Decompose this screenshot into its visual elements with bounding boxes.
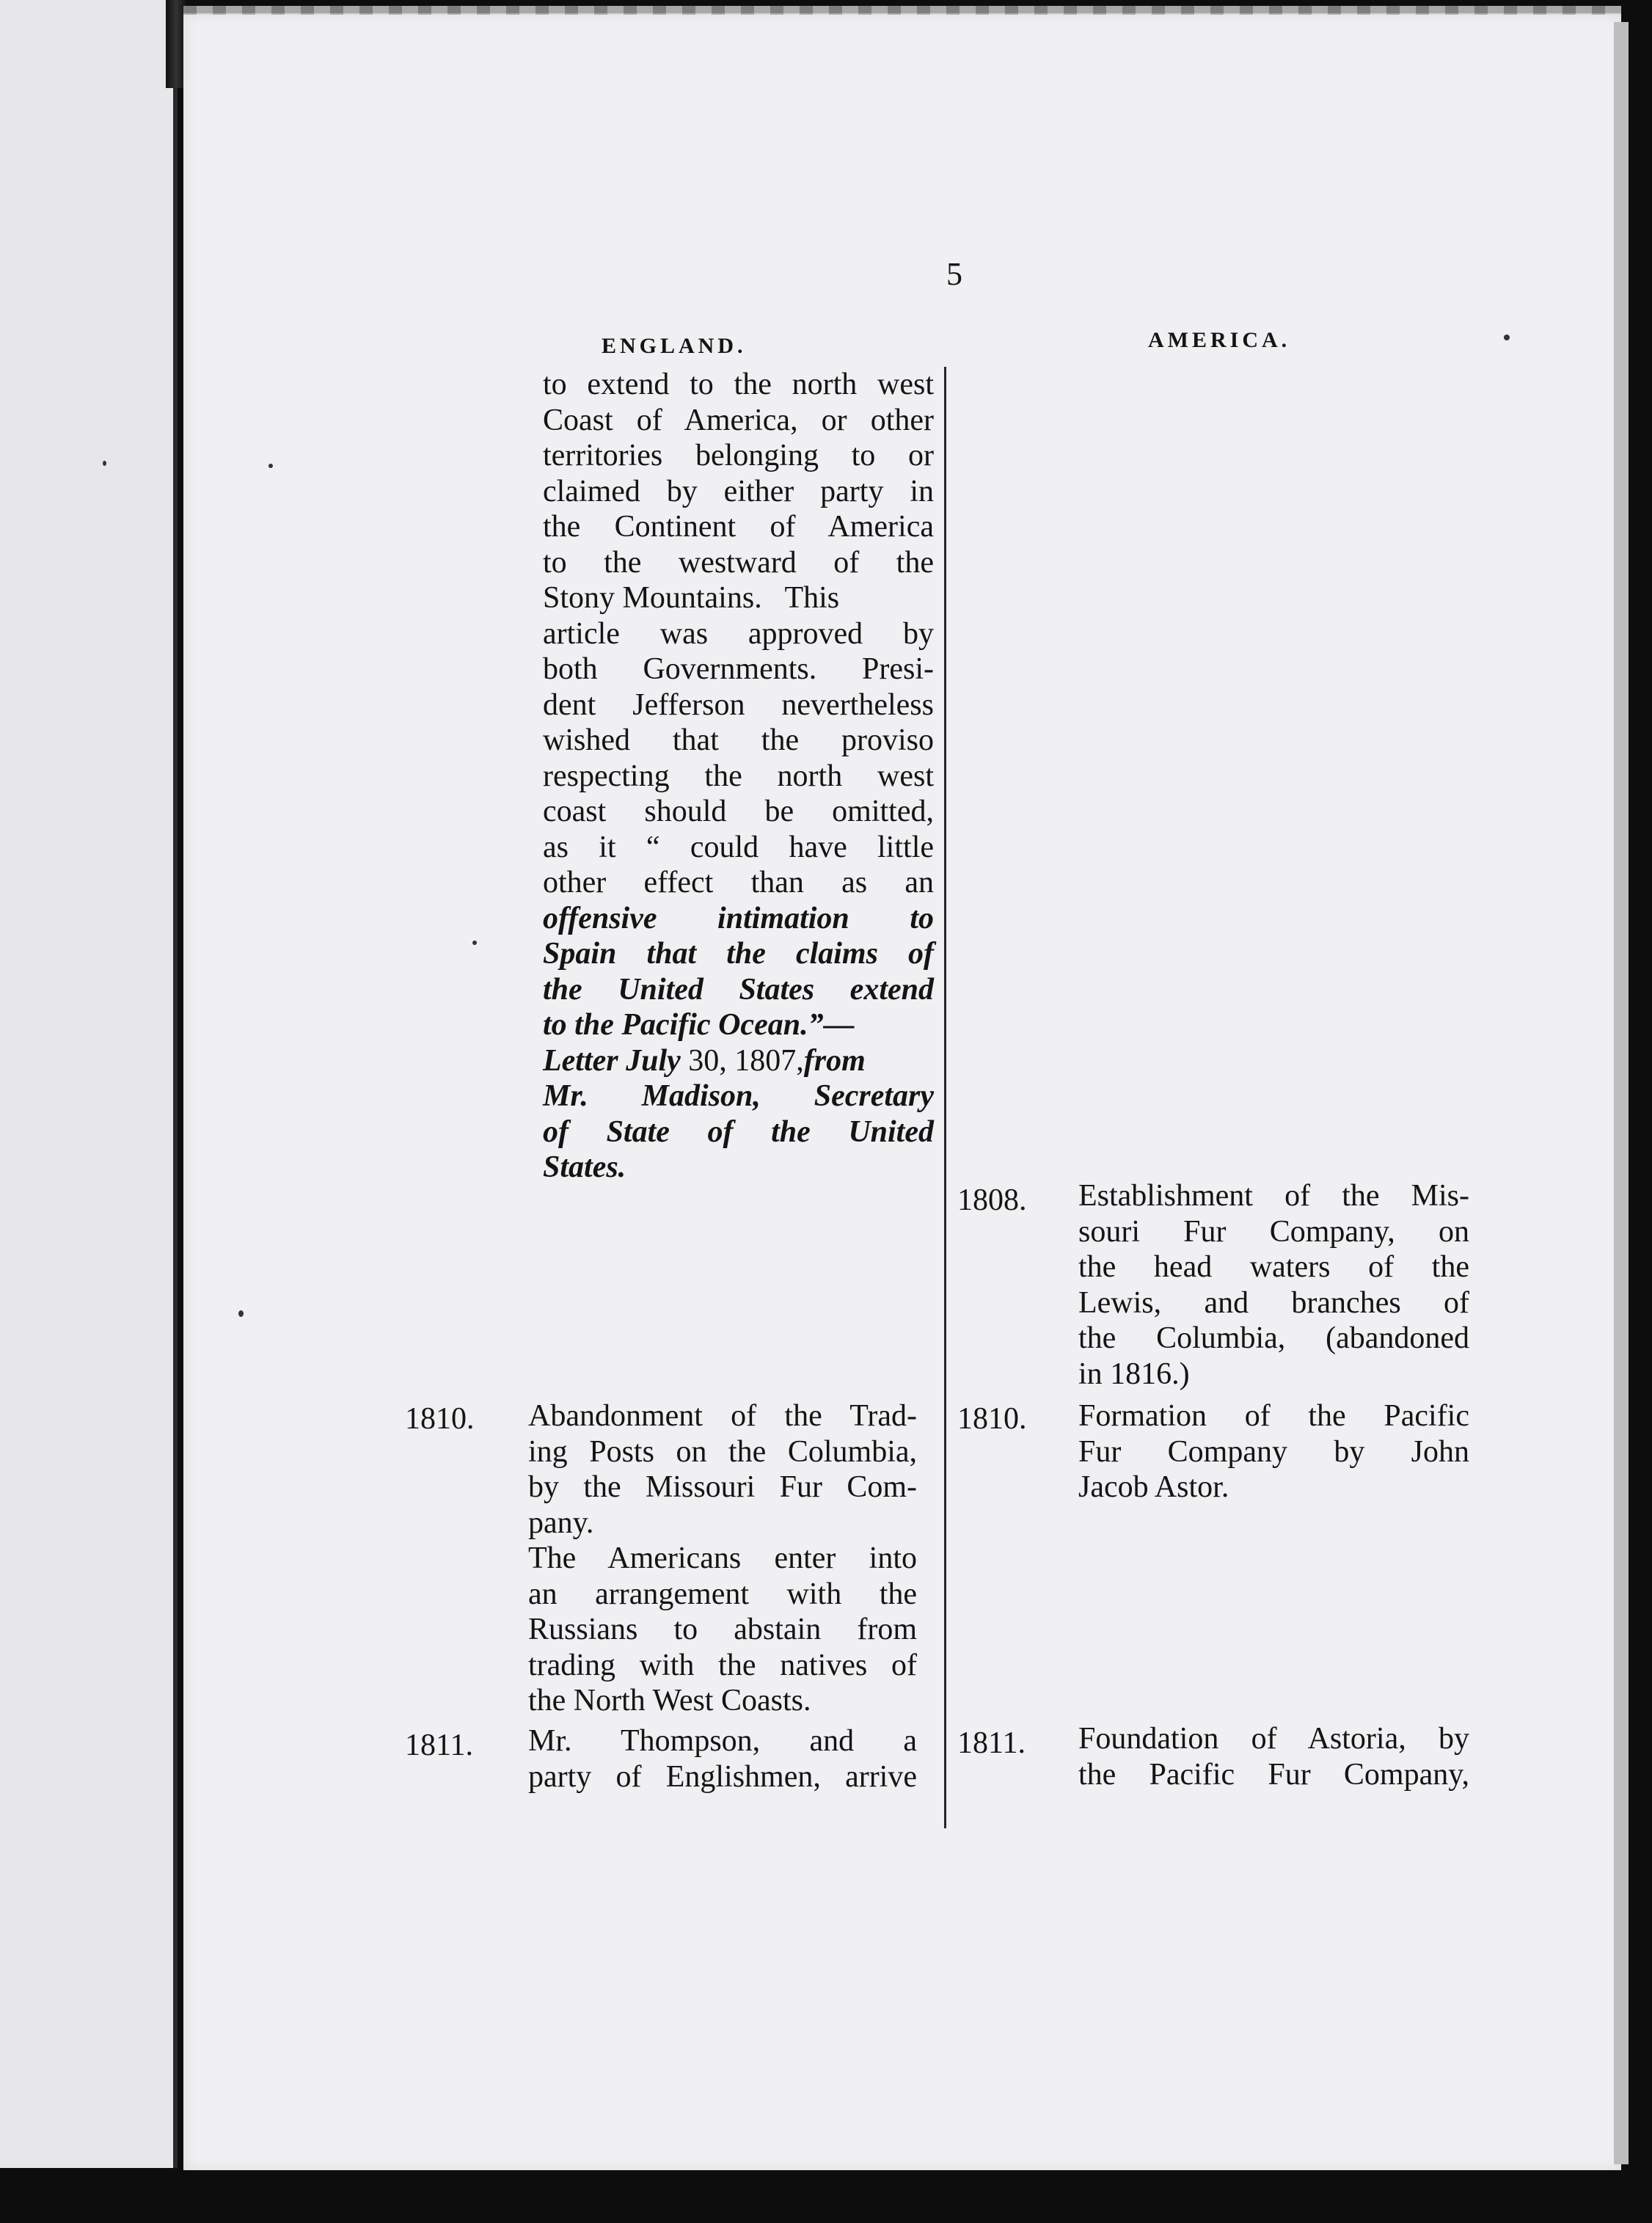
text-line: Formation of the Pacific xyxy=(1078,1399,1469,1433)
ink-speck xyxy=(103,461,106,466)
text-line: wished that the proviso xyxy=(543,723,934,757)
entry-year: 1810. xyxy=(405,1402,475,1436)
entry-year: 1811. xyxy=(957,1726,1026,1760)
text-line: Stony Mountains. This xyxy=(543,581,840,615)
text-line: Jacob Astor. xyxy=(1078,1470,1229,1504)
text-line: in 1816.) xyxy=(1078,1357,1190,1391)
citation-from: from xyxy=(803,1043,866,1078)
text-line: coast should be omitted, xyxy=(543,795,934,828)
america-entry-1810 xyxy=(1078,1398,1469,1505)
america-entry-1808 xyxy=(1078,1178,1469,1392)
page-top-edge xyxy=(183,6,1621,15)
text-line: The Americans enter into xyxy=(528,1541,917,1575)
text-line: ing Posts on the Columbia, xyxy=(528,1434,917,1469)
text-line: territories belonging to or xyxy=(543,439,934,472)
citation-line: Mr. Madison, Secretary xyxy=(543,1079,934,1113)
ink-speck xyxy=(268,464,273,468)
page-right-edge xyxy=(1614,22,1629,2164)
text-line: the Pacific Fur Company, xyxy=(1078,1757,1469,1792)
text-line: to extend to the north west xyxy=(543,368,934,401)
ink-speck xyxy=(472,941,477,945)
ink-speck xyxy=(238,1310,244,1317)
entry-year: 1810. xyxy=(957,1402,1027,1436)
text-line: pany. xyxy=(528,1505,594,1540)
entry-year: 1808. xyxy=(957,1183,1027,1217)
quote-line: Spain that the claims of xyxy=(543,937,934,971)
america-entry-1811 xyxy=(1078,1721,1469,1792)
text-line: Lewis, and branches of xyxy=(1078,1285,1469,1320)
quote-line: to the Pacific Ocean.”— xyxy=(543,1008,855,1042)
england-entry-1811 xyxy=(528,1723,917,1795)
text-line: trading with the natives of xyxy=(528,1648,917,1682)
text-line: an arrangement with the xyxy=(528,1577,917,1611)
text-line: Foundation of Astoria, by xyxy=(1078,1722,1469,1756)
text-line: Coast of America, or other xyxy=(543,403,934,437)
text-line: dent Jefferson nevertheless xyxy=(543,687,934,722)
text-line: Establishment of the Mis- xyxy=(1078,1179,1469,1213)
text-line: claimed by either party in xyxy=(543,474,934,508)
text-line: the North West Coasts. xyxy=(528,1684,811,1718)
england-entry-1810 xyxy=(528,1398,917,1719)
england-paragraph xyxy=(543,367,934,1186)
entry-year: 1811. xyxy=(405,1729,473,1762)
text-line: the Columbia, (abandoned xyxy=(1078,1321,1469,1355)
column-divider xyxy=(944,367,946,1828)
text-line: respecting the north west xyxy=(543,759,934,793)
text-line: to the westward of the xyxy=(543,545,934,580)
citation-date: 30, 1807, xyxy=(688,1043,804,1078)
citation-prefix: Letter July xyxy=(543,1043,681,1078)
citation-line: of State of the United xyxy=(543,1114,934,1149)
quote-line: the United States extend xyxy=(543,972,934,1007)
text-line: the head waters of the xyxy=(1078,1250,1469,1284)
text-line: both Governments. Presi- xyxy=(543,652,934,686)
text-line: by the Missouri Fur Com- xyxy=(528,1470,917,1504)
citation-line: States. xyxy=(543,1150,626,1184)
facing-page xyxy=(0,0,178,2168)
text-line: as it “ could have little xyxy=(543,830,934,864)
text-line: Fur Company by John xyxy=(1078,1434,1469,1469)
quote-line: offensive intimation to xyxy=(543,901,934,935)
text-line: other effect than as an xyxy=(543,866,934,899)
text-line: party of Englishmen, arrive xyxy=(528,1759,917,1794)
text-line: Abandonment of the Trad- xyxy=(528,1399,917,1433)
column-heading-england: ENGLAND. xyxy=(602,334,747,358)
text-line: souri Fur Company, on xyxy=(1078,1214,1469,1249)
ink-speck xyxy=(1504,335,1510,340)
text-line: the Continent of America xyxy=(543,510,934,544)
text-line: Mr. Thompson, and a xyxy=(528,1724,917,1758)
column-heading-america: AMERICA. xyxy=(1148,328,1291,352)
text-line: Russians to abstain from xyxy=(528,1613,917,1646)
page-number: 5 xyxy=(946,256,962,292)
citation-line xyxy=(543,1043,934,1079)
text-line: article was approved by xyxy=(543,616,934,651)
